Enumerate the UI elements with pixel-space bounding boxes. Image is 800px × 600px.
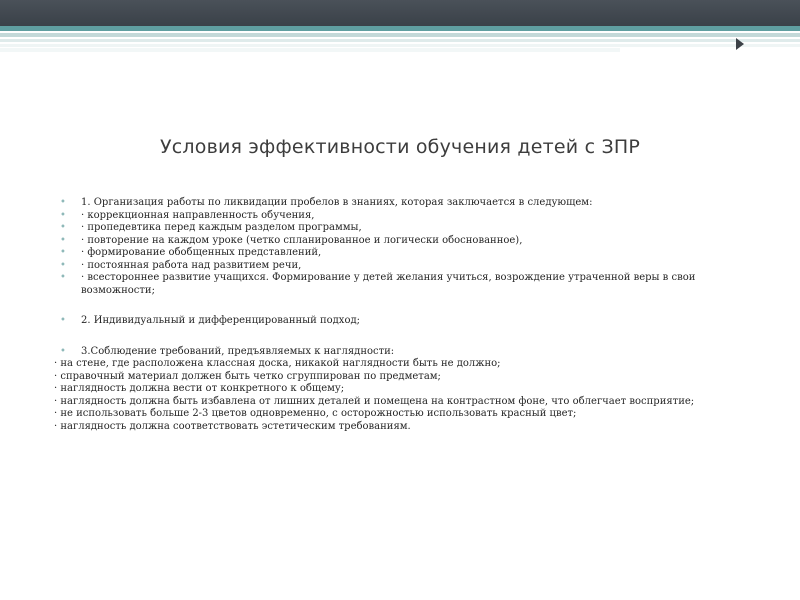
decor-stripe: [0, 44, 800, 47]
list-item: · справочный материал должен быть четко сгруппирован по предметам;: [54, 370, 441, 382]
decor-stripe: [0, 33, 800, 37]
list-item: · наглядность должна быть избавлена от лишних деталей и помещена на контрастном фоне, что облегчает восприятие;: [54, 395, 695, 407]
accent-line: [0, 26, 800, 31]
list-item: · наглядность должна вести от конкретного к общему;: [54, 383, 345, 394]
bullet-item: • · всестороннее развитие учащихся. Формирование у детей желания учиться, возрождение утраченной веры в свои возможности;: [56, 272, 746, 297]
list-item: · на стене, где расположена классная доска, никакой наглядности быть не должно;: [54, 358, 501, 369]
bullet-item: • · постоянная работа над развитием речи,: [56, 260, 746, 273]
bullet-item: • · формирование обобщенных представлений,: [56, 247, 746, 260]
header-band: [0, 0, 800, 26]
bullet-item: • · коррекционная направленность обучения,: [56, 210, 746, 223]
bullet-item: • · пропедевтика перед каждым разделом программы,: [56, 222, 746, 235]
bullet-item: • 1. Организация работы по ликвидации пробелов в знаниях, которая заключается в следующем:: [56, 197, 746, 210]
bullet-item: • 2. Индивидуальный и дифференцированный подход;: [56, 315, 746, 328]
list-item: · не использовать больше 2-3 цветов одновременно, с осторожностью использовать красный цвет;: [54, 408, 577, 419]
bullet-item: • 3.Соблюдение требований, предъявляемых к наглядности:: [56, 346, 746, 359]
decor-stripe: [0, 39, 800, 42]
arrow-icon: [736, 38, 744, 50]
slide-title: Условия эффективности обучения детей с ЗПР: [160, 136, 640, 158]
requirements-list: [54, 358, 746, 433]
list-item: · наглядность должна соответствовать эстетическим требованиям.: [54, 420, 411, 432]
decor-stripe: [0, 48, 620, 52]
bullet-item: • · повторение на каждом уроке (четко спланированное и логически обоснованное),: [56, 235, 746, 248]
slide-body: [56, 197, 746, 433]
